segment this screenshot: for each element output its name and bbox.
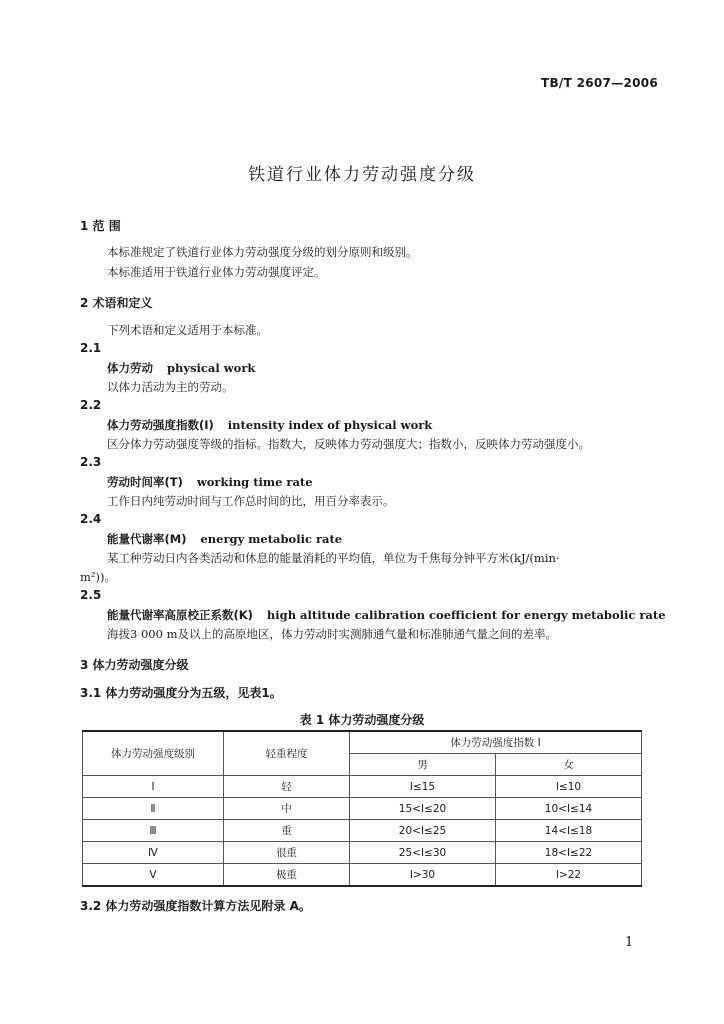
section-1-paragraph: 本标准适用于铁道行业体力劳动强度评定。 [107, 265, 326, 279]
term-number: 2.4 [80, 512, 102, 526]
term-number: 2.2 [80, 398, 102, 412]
section-3-2: 3.2 体力劳动强度指数计算方法见附录 A。 [80, 899, 311, 913]
term-zh: 劳动时间率(T) [107, 475, 183, 489]
term-definition: 某工种劳动日内各类活动和休息的能量消耗的平均值，单位为千焦每分钟平方米(kJ/(min· [107, 551, 560, 565]
cell-degree: 极重 [224, 864, 350, 887]
term-number: 2.3 [80, 455, 102, 469]
table-row [83, 864, 642, 887]
cell-level: Ⅰ [83, 776, 224, 798]
col-degree-header: 轻重程度 [224, 731, 350, 776]
term-en: working time rate [196, 475, 313, 489]
table-header-row [83, 731, 642, 754]
intensity-grade-table [82, 730, 642, 887]
cell-female: I>22 [496, 864, 642, 887]
cell-degree: 重 [224, 820, 350, 842]
term-zh: 体力劳动强度指数(I) [107, 418, 214, 432]
term-title [107, 417, 432, 433]
table-row [83, 842, 642, 864]
col-level-header: 体力劳动强度级别 [83, 731, 224, 776]
term-zh: 能量代谢率(M) [107, 532, 187, 546]
section-3-1: 3.1 体力劳动强度分为五级，见表1。 [80, 686, 282, 700]
cell-female: I≤10 [496, 776, 642, 798]
cell-level: Ⅳ [83, 842, 224, 864]
cell-female: 10<I≤14 [496, 798, 642, 820]
term-definition: 以体力活动为主的劳动。 [107, 380, 234, 394]
section-2-intro: 下列术语和定义适用于本标准。 [107, 323, 268, 337]
cell-male: I>30 [350, 864, 496, 887]
term-definition-cont: m²))。 [80, 570, 116, 584]
section-1-paragraph: 本标准规定了铁道行业体力劳动强度分级的划分原则和级别。 [107, 245, 418, 259]
term-en: intensity index of physical work [227, 418, 433, 432]
term-en: energy metabolic rate [200, 532, 343, 546]
cell-level: Ⅲ [83, 820, 224, 842]
cell-level: Ⅱ [83, 798, 224, 820]
section-3-heading: 3 体力劳动强度分级 [80, 658, 189, 672]
cell-degree: 轻 [224, 776, 350, 798]
table-row [83, 776, 642, 798]
cell-male: I≤15 [350, 776, 496, 798]
table-row [83, 820, 642, 842]
term-en: high altitude calibration coefficient for energy metabolic rate [266, 608, 666, 622]
section-1-heading: 1 范 围 [80, 219, 121, 233]
term-number: 2.1 [80, 341, 102, 355]
col-male-header: 男 [350, 754, 496, 776]
cell-degree: 中 [224, 798, 350, 820]
term-definition: 工作日内纯劳动时间与工作总时间的比，用百分率表示。 [107, 494, 395, 508]
cell-level: Ⅴ [83, 864, 224, 887]
term-zh: 体力劳动 [107, 361, 153, 375]
term-title [107, 360, 255, 376]
table-row [83, 798, 642, 820]
term-definition: 海拔3 000 m及以上的高原地区，体力劳动时实测肺通气量和标准肺通气量之间的差率。 [107, 627, 557, 641]
term-title [107, 607, 666, 623]
table-caption: 表 1 体力劳动强度分级 [299, 713, 425, 727]
standard-code: TB/T 2607—2006 [541, 76, 659, 90]
page-number: 1 [625, 935, 634, 950]
cell-female: 18<I≤22 [496, 842, 642, 864]
cell-female: 14<I≤18 [496, 820, 642, 842]
term-title [107, 531, 342, 547]
term-number: 2.5 [80, 588, 102, 602]
term-zh: 能量代谢率高原校正系数(K) [107, 608, 253, 622]
cell-male: 25<I≤30 [350, 842, 496, 864]
cell-degree: 很重 [224, 842, 350, 864]
term-en: physical work [167, 361, 256, 375]
term-title [107, 474, 313, 490]
section-2-heading: 2 术语和定义 [80, 296, 153, 310]
term-definition: 区分体力劳动强度等级的指标。指数大，反映体力劳动强度大；指数小，反映体力劳动强度小。 [107, 437, 590, 451]
col-female-header: 女 [496, 754, 642, 776]
page-title: 铁道行业体力劳动强度分级 [248, 165, 476, 185]
cell-male: 20<I≤25 [350, 820, 496, 842]
col-index-header: 体力劳动强度指数 I [350, 731, 642, 754]
cell-male: 15<I≤20 [350, 798, 496, 820]
